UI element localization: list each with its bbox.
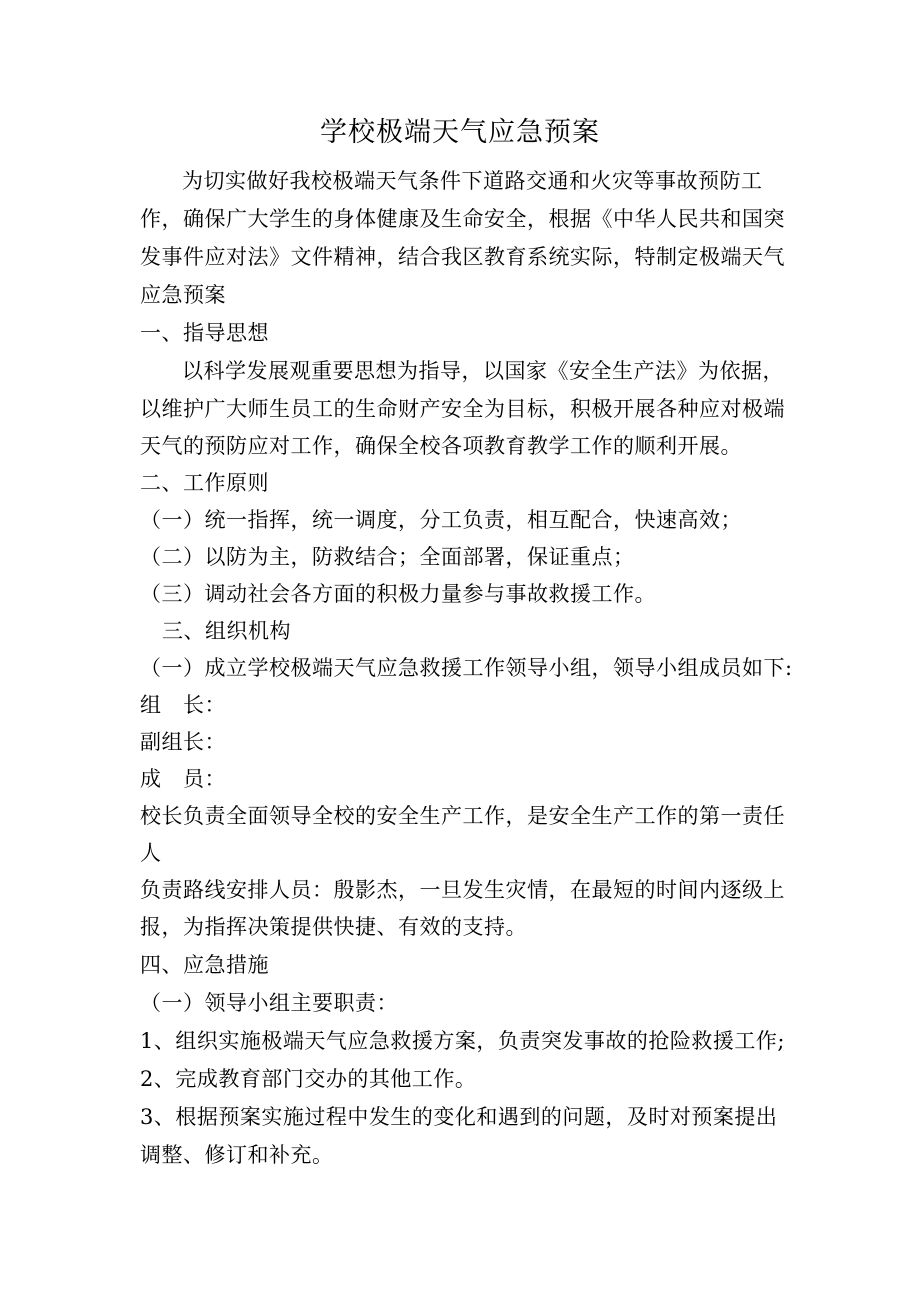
paragraph-line: 调整、修订和补充。 — [140, 1143, 334, 1167]
section-heading: 二、工作原则 — [140, 471, 269, 495]
list-item: （三）调动社会各方面的积极力量参与事故救援工作。 — [140, 582, 656, 606]
paragraph-line: 天气的预防应对工作，确保全校各项教育教学工作的顺利开展。 — [140, 434, 742, 458]
section-heading: 四、应急措施 — [140, 953, 269, 977]
paragraph-line: 应急预案 — [140, 283, 226, 307]
paragraph-line: 校长负责全面领导全校的安全生产工作，是安全生产工作的第一责任 — [140, 804, 785, 828]
role-label: 副组长： — [140, 730, 226, 754]
role-label: 成 员： — [140, 767, 226, 791]
paragraph-line: 为切实做好我校极端天气条件下道路交通和火灾等事故预防工 — [182, 169, 763, 193]
paragraph-line: 作，确保广大学生的身体健康及生命安全，根据《中华人民共和国突 — [140, 207, 785, 231]
list-item: （一）成立学校极端天气应急救援工作领导小组，领导小组成员如下: — [140, 656, 793, 680]
paragraph-line: 以维护广大师生员工的生命财产安全为目标，积极开展各种应对极端 — [140, 397, 785, 421]
paragraph-line: 人 — [140, 841, 162, 865]
section-heading: 三、组织机构 — [162, 619, 291, 643]
section-heading: 一、指导思想 — [140, 321, 269, 345]
list-item: 1、组织实施极端天气应急救援方案，负责突发事故的抢险救援工作; — [140, 1029, 785, 1053]
paragraph-line: 负责路线安排人员：殷影杰，一旦发生灾情，在最短的时间内逐级上 — [140, 878, 785, 902]
paragraph-line: 报，为指挥决策提供快捷、有效的支持。 — [140, 915, 527, 939]
list-item: 3、根据预案实施过程中发生的变化和遇到的问题，及时对预案提出 — [140, 1105, 778, 1129]
list-item: （一）统一指挥，统一调度，分工负责，相互配合，快速高效； — [140, 508, 742, 532]
list-item: （二）以防为主，防救结合；全面部署，保证重点； — [140, 545, 635, 569]
role-label: 组 长： — [140, 693, 226, 717]
document-title: 学校极端天气应急预案 — [320, 117, 600, 148]
paragraph-line: 发事件应对法》文件精神，结合我区教育系统实际，特制定极端天气 — [140, 245, 785, 269]
paragraph-line: 以科学发展观重要思想为指导，以国家《安全生产法》为依据， — [182, 359, 784, 383]
list-item: （一）领导小组主要职责： — [140, 991, 398, 1015]
list-item: 2、完成教育部门交办的其他工作。 — [140, 1067, 477, 1091]
